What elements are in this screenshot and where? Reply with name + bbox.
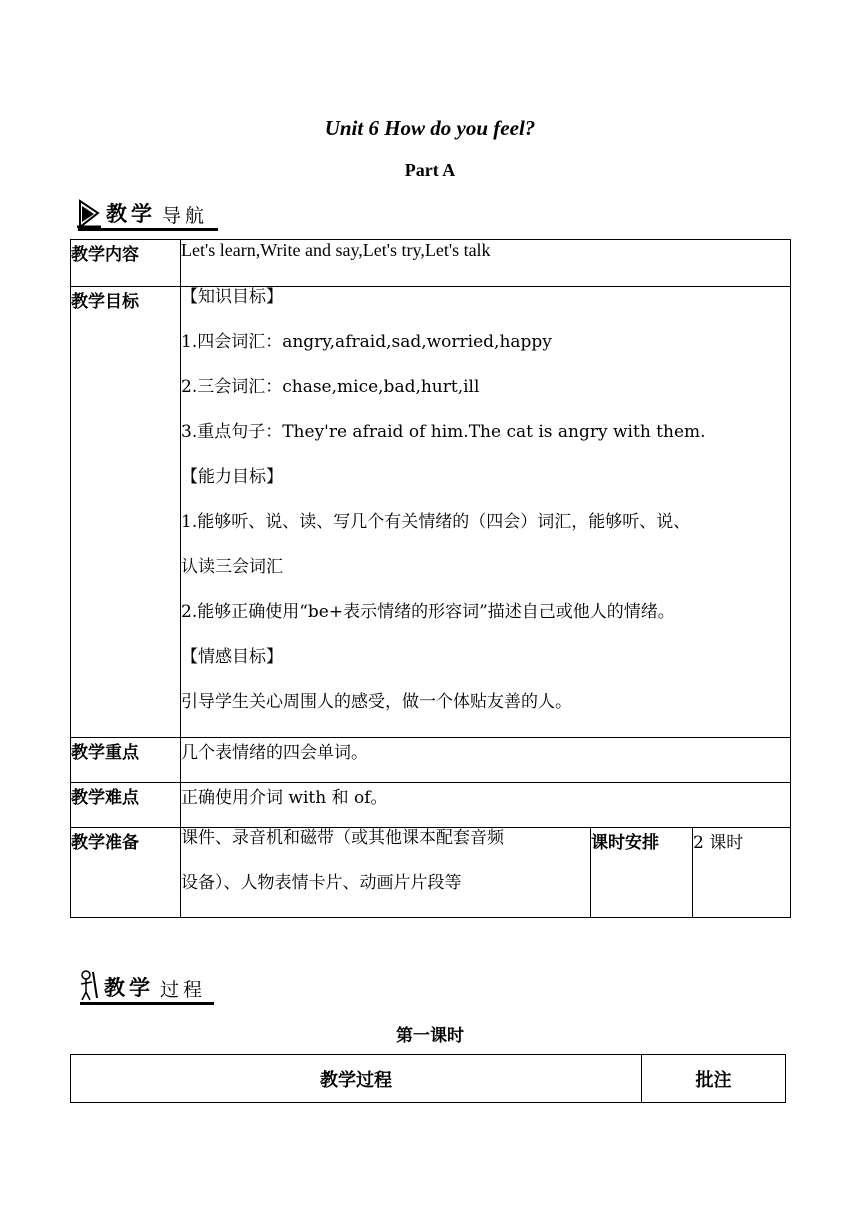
goal-line: 1.四会词汇：angry,afraid,sad,worried,happy xyxy=(181,332,552,352)
teaching-process-banner xyxy=(78,968,228,1002)
goal-line: 3.重点句子：They're afraid of him.The cat is angry with them. xyxy=(181,422,706,442)
prep-line: 课件、录音机和磁带（或其他课本配套音频 xyxy=(181,828,504,848)
goal-line: 1.能够听、说、读、写几个有关情绪的（四会）词汇，能够听、说、 xyxy=(181,512,691,532)
process-table xyxy=(70,1054,786,1103)
difficulty-value: 正确使用介词 with 和 of。 xyxy=(181,783,791,828)
goal-line: 【情感目标】 xyxy=(181,647,283,667)
prep-line: 设备）、人物表情卡片、动画片片段等 xyxy=(181,873,462,893)
goal-line: 认读三会词汇 xyxy=(181,557,283,577)
teaching-navigation-banner xyxy=(76,198,226,228)
banner-process-label-2: 过程 xyxy=(160,979,207,1001)
schedule-label: 课时安排 xyxy=(591,828,693,918)
goal-line: 2.三会词汇：chase,mice,bad,hurt,ill xyxy=(181,377,480,397)
pencil-figure-icon xyxy=(78,968,100,1002)
banner-nav-label-2: 导航 xyxy=(162,205,209,227)
process-header: 教学过程 xyxy=(71,1055,642,1103)
preparation-label: 教学准备 xyxy=(71,828,181,918)
page-subtitle: Part A xyxy=(404,160,456,180)
lesson-title: 第一课时 xyxy=(396,1026,464,1046)
goal-line: 引导学生关心周围人的感受，做一个体贴友善的人。 xyxy=(181,692,572,712)
goals-value xyxy=(181,287,791,738)
key-points-value: 几个表情绪的四会单词。 xyxy=(181,738,791,783)
notes-header: 批注 xyxy=(642,1055,786,1103)
key-points-label: 教学重点 xyxy=(71,738,181,783)
content-value: Let's learn,Write and say,Let's try,Let's talk xyxy=(181,240,791,287)
preparation-value xyxy=(181,828,591,918)
goal-line: 【能力目标】 xyxy=(181,467,283,487)
goal-line: 【知识目标】 xyxy=(181,287,283,307)
difficulty-label: 教学难点 xyxy=(71,783,181,828)
goal-line: 2.能够正确使用“be+表示情绪的形容词”描述自己或他人的情绪。 xyxy=(181,602,675,622)
flag-icon xyxy=(76,198,102,228)
banner-nav-label: 教学 xyxy=(106,201,156,226)
page-title: Unit 6 How do you feel? xyxy=(324,116,536,140)
teaching-overview-table xyxy=(70,239,791,918)
content-label: 教学内容 xyxy=(71,240,181,287)
goals-label: 教学目标 xyxy=(71,287,181,738)
schedule-value: 2 课时 xyxy=(693,828,791,918)
banner-process-label: 教学 xyxy=(104,975,154,1000)
